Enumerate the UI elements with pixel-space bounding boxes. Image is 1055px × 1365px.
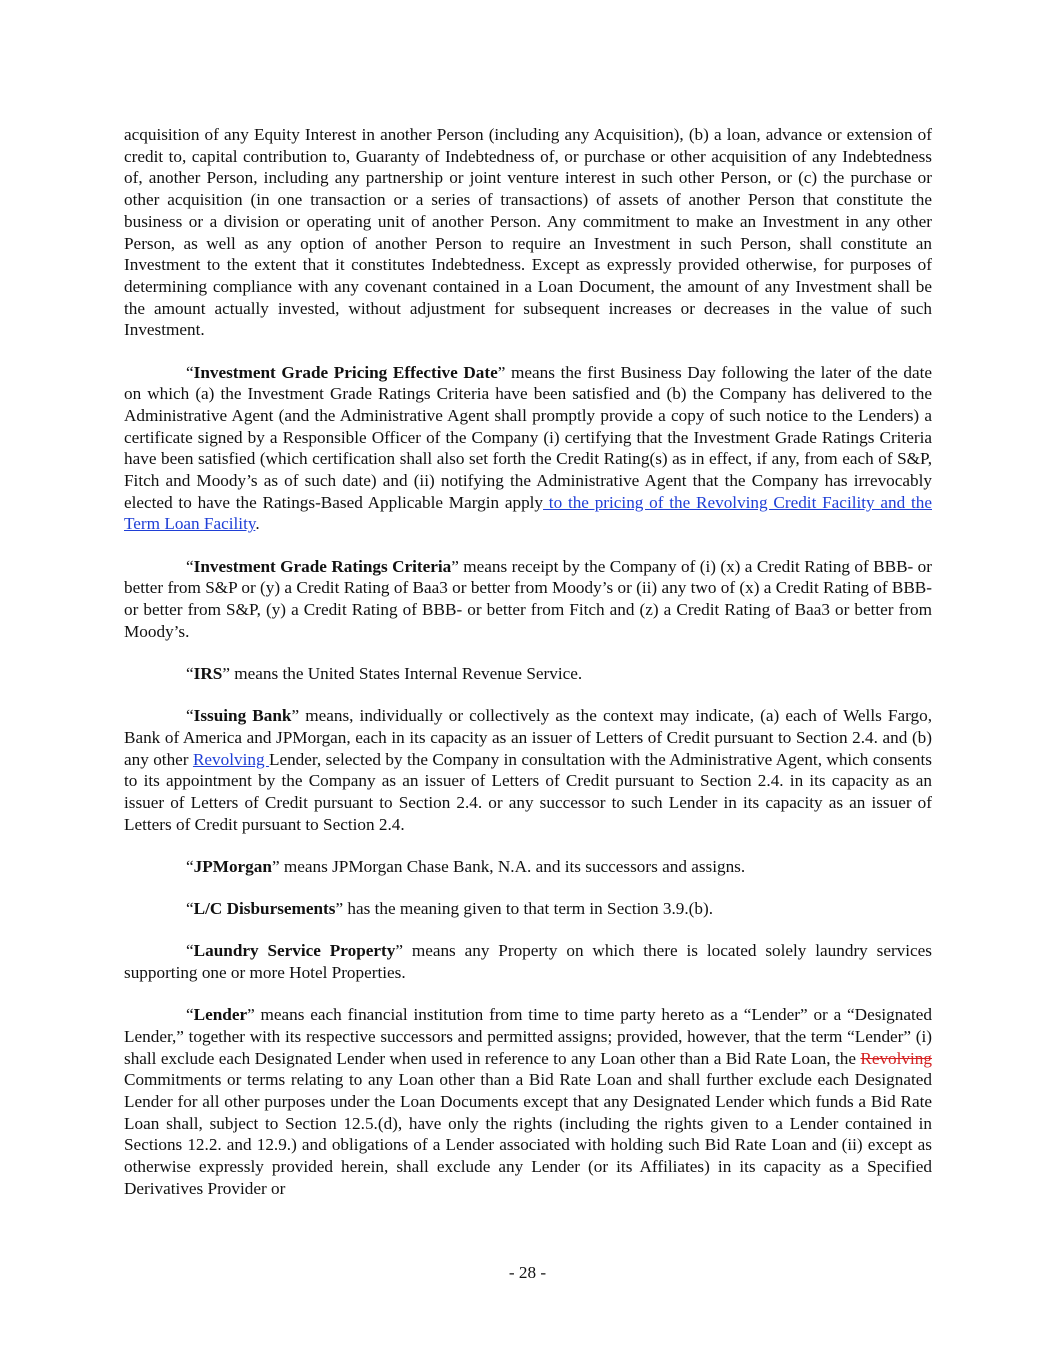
definition-text: ” means any Property on which there is located solely laundry services supporting one or more Hotel Properties. bbox=[124, 941, 932, 982]
definition-issuing-bank bbox=[124, 705, 932, 835]
definition-text: ” means receipt by the Company of (i) (x) a Credit Rating of BBB- or better from S&P or (y) a Credit Rating of Baa3 or better from Moody’s or (ii) any two of (x) a Credit Rating of BBB- or better from S&P, (y) a Credit Rating of BBB- or better from Fitch and (z) a Credit Rating of Baa3 or better from Moody’s. bbox=[124, 556, 932, 641]
definition-text-end: Lender, selected by the Company in consultation with the Administrative Agent, which consents to its appointment by the Company as an issuer of Letters of Credit pursuant to Section 2.4. in its capacity as an issuer of Letters of Credit pursuant to Section 2.4. or any successor to such Lender in its capacity as an issuer of Letters of Credit pursuant to Section 2.4. bbox=[124, 749, 932, 834]
defined-term: L/C Disbursements bbox=[193, 899, 336, 919]
page-number: - 28 - bbox=[508, 1263, 547, 1282]
open-quote: “ bbox=[186, 706, 194, 726]
definition-laundry-service-property bbox=[124, 940, 932, 983]
defined-term: Investment Grade Pricing Effective Date bbox=[193, 362, 498, 382]
definition-irs bbox=[124, 663, 932, 685]
defined-term: JPMorgan bbox=[193, 856, 272, 876]
definition-lender bbox=[124, 1004, 932, 1199]
definition-text: ” means the first Business Day following the later of the date on which (a) the Investment Grade Ratings Criteria have been satisfied and (b) the Company has delivered to the Administrative Agent (and the Administrative Agent shall promptly provide a copy of such notice to the Lenders) a certificate signed by a Responsible Officer of the Company (i) certifying that the Investment Grade Ratings Criteria have been satisfied (which certification shall also set forth the Credit Rating(s) as in effect, if any, from each of S&P, Fitch and Moody’s as of such date) and (ii) notifying the Administrative Agent that the Company has irrevocably elected to have the Ratings-Based Applicable Margin apply bbox=[124, 362, 932, 512]
inserted-text: Revolving bbox=[192, 749, 269, 769]
definition-lc-disbursements bbox=[124, 898, 932, 920]
defined-term: IRS bbox=[193, 663, 223, 683]
defined-term: Issuing Bank bbox=[193, 706, 292, 726]
paragraph-text: acquisition of any Equity Interest in another Person (including any Acquisition), (b) a loan, advance or extension of credit to, capital contribution to, Guaranty of Indebtedness of, or purchase or other acquisition of any Indebtedness of, another Person, including any partnership or joint venture interest in such other Person, or (c) the purchase or other acquisition (in one transaction or a series of transactions) of assets of another Person that constitute the business or a division or operating unit of another Person. Any commitment to make an Investment in any other Person, as well as any option of another Person to require an Investment in such Person, shall constitute an Investment to the extent that it constitutes Indebtedness. Except as expressly provided otherwise, for purposes of determining compliance with any covenant contained in a Loan Document, the amount of any Investment shall be the amount actually invested, without adjustment for subsequent increases or decreases in the value of such Investment. bbox=[124, 125, 932, 340]
definition-jpmorgan bbox=[124, 856, 932, 878]
inserted-text: to the pricing of the Revolving Credit Facility and the Term Loan Facility bbox=[124, 492, 932, 534]
document-page bbox=[124, 124, 932, 1220]
definition-text: ” means, individually or collectively as the context may indicate, (a) each of Wells Fargo, Bank of America and JPMorgan, each in its capacity as an issuer of Letters of Credit pursuant to Section 2.4. and (b) any other bbox=[124, 706, 932, 769]
definition-text: ” means JPMorgan Chase Bank, N.A. and its successors and assigns. bbox=[271, 856, 746, 876]
definition-investment-grade-pricing-effective-date bbox=[124, 362, 932, 536]
defined-term: Lender bbox=[193, 1005, 248, 1025]
definition-text-end: Commitments or terms relating to any Loan other than a Bid Rate Loan and shall further exclude each Designated Lender for all other purposes under the Loan Documents except that any Designated Lender which funds a Bid Rate Loan shall, subject to Section 12.5.(d), have only the rights (including the rights given to a Lender contained in Sections 12.2. and 12.9.) and obligations of a Lender associated with holding such Bid Rate Loan and (ii) except as otherwise expressly provided herein, shall exclude any Lender (or its Affiliates) in its capacity as a Specified Derivatives Provider or bbox=[124, 1070, 932, 1198]
paragraph-investment-continued bbox=[124, 124, 932, 341]
definition-text: ” means each financial institution from time to time party hereto as a “Lender” or a “Designated Lender,” together with its respective successors and permitted assigns; provided, however, that the term “Lender” (i) shall exclude each Designated Lender when used in reference to any Loan other than a Bid Rate Loan, the bbox=[124, 1005, 932, 1068]
open-quote: “ bbox=[186, 556, 194, 576]
open-quote: “ bbox=[186, 941, 194, 961]
deleted-text: Revolving bbox=[860, 1048, 932, 1068]
defined-term: Laundry Service Property bbox=[193, 941, 396, 961]
open-quote: “ bbox=[186, 362, 194, 382]
open-quote: “ bbox=[186, 1005, 194, 1025]
open-quote: “ bbox=[186, 856, 194, 876]
definition-text: ” has the meaning given to that term in Section 3.9.(b). bbox=[335, 899, 714, 919]
definition-investment-grade-ratings-criteria bbox=[124, 556, 932, 643]
defined-term: Investment Grade Ratings Criteria bbox=[193, 556, 452, 576]
open-quote: “ bbox=[186, 663, 194, 683]
definition-text: ” means the United States Internal Revenue Service. bbox=[222, 663, 583, 683]
definition-text-end: . bbox=[255, 514, 260, 534]
open-quote: “ bbox=[186, 899, 194, 919]
